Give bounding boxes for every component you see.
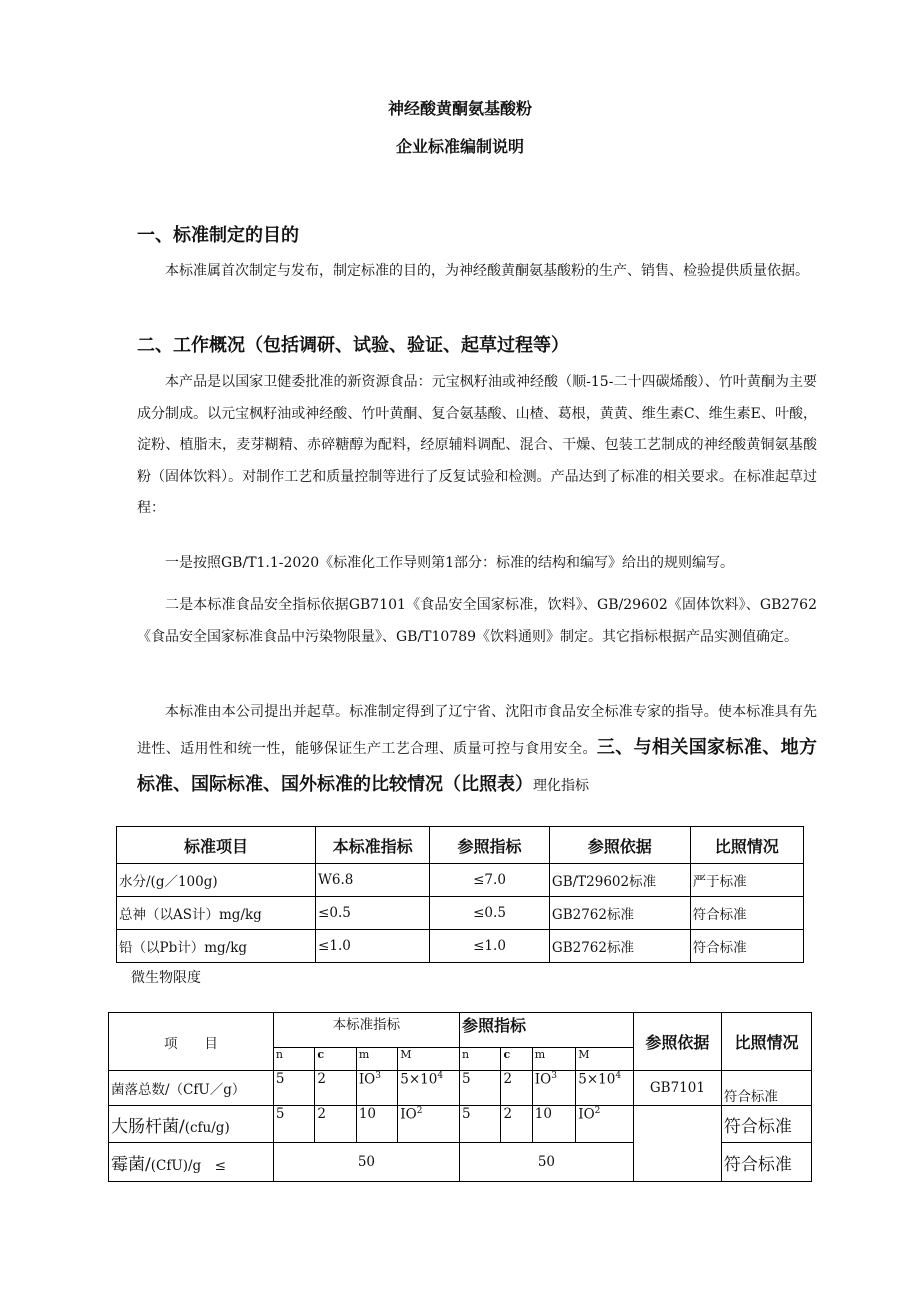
cell: 符合标准 (690, 930, 803, 963)
cell (532, 1071, 575, 1106)
basis-header: 参照依据 (633, 1013, 721, 1071)
col-header: 本标准指标 (316, 827, 430, 864)
cell: 50 (273, 1143, 459, 1182)
cell: 2 (501, 1106, 532, 1143)
cell: ≤1.0 (430, 930, 550, 963)
cell: GB7101 (633, 1071, 721, 1106)
sub-c: c (315, 1048, 356, 1071)
micro-table (108, 1012, 812, 1182)
cell (398, 1071, 460, 1106)
cell: ≤1.0 (316, 930, 430, 963)
table-row (117, 897, 804, 930)
cell: GB2762标准 (549, 897, 690, 930)
doc-subtitle: 企业标准编制说明 (395, 137, 524, 156)
section2-heading: 二、工作概况（包括调研、试验、验证、起草过程等） (137, 335, 569, 356)
sub-n: n (273, 1048, 314, 1071)
table-row (109, 1106, 812, 1143)
section3-heading: 三、与相关国家标准、地方标准、国际标准、国外标准的比较情况（比照表） (137, 737, 817, 795)
cell-base: IO (358, 1071, 376, 1088)
cell: 10 (356, 1106, 397, 1143)
cell: ≤0.5 (316, 897, 430, 930)
col-header: 标准项目 (117, 827, 316, 864)
cell (398, 1106, 460, 1143)
sub-c: c (501, 1048, 532, 1071)
cell-base: IO (534, 1071, 552, 1088)
cell: ≤0.5 (430, 897, 550, 930)
cell: 2 (315, 1106, 356, 1143)
cell-name-big: 霉菌/ (111, 1154, 151, 1175)
cell-base: IO (400, 1106, 417, 1123)
cell (576, 1106, 634, 1143)
sub-M: M (398, 1048, 460, 1071)
section2-para2: 一是按照GB/T1.1-2020《标准化工作导则第1部分：标准的结构和编写》给出的规则编写。 (165, 555, 735, 571)
sub-n: n (459, 1048, 500, 1071)
cell: 5 (273, 1106, 314, 1143)
cell: 50 (459, 1143, 633, 1182)
section2-para3: 二是本标准食品安全指标依据GB7101《食品安全国家标准，饮料》、GB/29602《固体饮料》、GB2762《食品安全国家标准食品中污染物限量》、GB/T10789《饮料通则》制定。其它指标根据产品实测值确定。 (137, 597, 817, 645)
cell: 符合标准 (721, 1143, 811, 1182)
section2-para4 (137, 695, 817, 804)
std-header: 本标准指标 (273, 1013, 459, 1048)
table-row (117, 864, 804, 897)
cell (109, 1106, 274, 1143)
table-row (109, 1071, 812, 1106)
physchem-table (116, 826, 804, 963)
cell: 总神（以AS计）mg/kg (117, 897, 316, 930)
cell-exp: 3 (551, 1071, 557, 1081)
section2-para4-text: 本标准由本公司提出并起草。标准制定得到了辽宁省、沈阳市食品安全标准专家的指导。使本标准具有先进性、适用性和统一性，能够保证生产工艺合理、质量可控与食用安全。 (137, 704, 817, 757)
cell-empty (633, 1106, 721, 1182)
col-header: 比照情况 (690, 827, 803, 864)
cell: GB2762标准 (549, 930, 690, 963)
cell: 符合标准 (690, 897, 803, 930)
cell-name-small: (CfU)/g ≤ (150, 1157, 226, 1174)
cell-exp: 4 (437, 1071, 444, 1081)
cell-base: 5×10 (578, 1071, 616, 1088)
table-header-row (109, 1013, 812, 1048)
cell: 2 (315, 1071, 356, 1106)
table-row (117, 930, 804, 963)
cell: GB/T29602标准 (549, 864, 690, 897)
cell: 水分/(g／100g) (117, 864, 316, 897)
cell: 符合标准 (721, 1071, 811, 1106)
cell: 菌落总数/（CfU／g） (109, 1071, 274, 1106)
sub-m: m (356, 1048, 397, 1071)
cell (356, 1071, 397, 1106)
cell-exp: 2 (594, 1106, 601, 1116)
cell-name-big: 大肠杆菌/ (111, 1116, 185, 1137)
cell: 5 (273, 1071, 314, 1106)
col-header: 参照指标 (430, 827, 550, 864)
cell: 铅（以Pb计）mg/kg (117, 930, 316, 963)
cell: ≤7.0 (430, 864, 550, 897)
micro-label: 微生物限度 (131, 970, 201, 986)
cell-exp: 2 (416, 1106, 423, 1116)
section2-para1: 本产品是以国家卫健委批准的新资源食品：元宝枫籽油或神经酸（顺-15-二十四碳烯酸）、竹叶黄酮为主要成分制成。以元宝枫籽油或神经酸、竹叶黄酮、复合氨基酸、山楂、葛根，黄黄、维生素C、维生素E、叶酸，淀粉、植脂末，麦芽糊精、赤碎糖醇为配料，经原辅料调配、混合、干燥、包装工艺制成的神经酸黄铜氨基酸粉（固体饮料）。对制作工艺和质量控制等进行了反复试验和检测。产品达到了标准的相关要求。在标准起草过程： (137, 374, 817, 516)
cell: 5 (459, 1106, 500, 1143)
col-header: 参照依据 (549, 827, 690, 864)
item-header: 项 目 (109, 1013, 274, 1071)
sub-m: m (532, 1048, 575, 1071)
cell: 5 (459, 1071, 500, 1106)
cell: W6.8 (316, 864, 430, 897)
cell: 符合标准 (721, 1106, 811, 1143)
cell (576, 1071, 634, 1106)
cell-exp: 4 (615, 1071, 622, 1081)
cell: 2 (501, 1071, 532, 1106)
section1-para: 本标准属首次制定与发布，制定标准的目的，为神经酸黄酮氨基酸粉的生产、销售、检验提供质量依据。 (165, 263, 809, 279)
cell-name-small: (cfu/g) (184, 1119, 230, 1136)
section3-subheading: 理化指标 (533, 778, 589, 794)
compare-header: 比照情况 (721, 1013, 811, 1071)
cell: 严于标准 (690, 864, 803, 897)
section1-heading: 一、标准制定的目的 (137, 225, 299, 246)
cell (109, 1143, 274, 1182)
cell: 10 (532, 1106, 575, 1143)
doc-title: 神经酸黄酮氨基酸粉 (387, 99, 532, 118)
cell-base: 5×10 (400, 1071, 438, 1088)
cell-exp: 3 (375, 1071, 381, 1081)
sub-M: M (576, 1048, 634, 1071)
table-header-row (117, 827, 804, 864)
ref-header: 参照指标 (459, 1013, 633, 1048)
cell-base: IO (578, 1106, 595, 1123)
